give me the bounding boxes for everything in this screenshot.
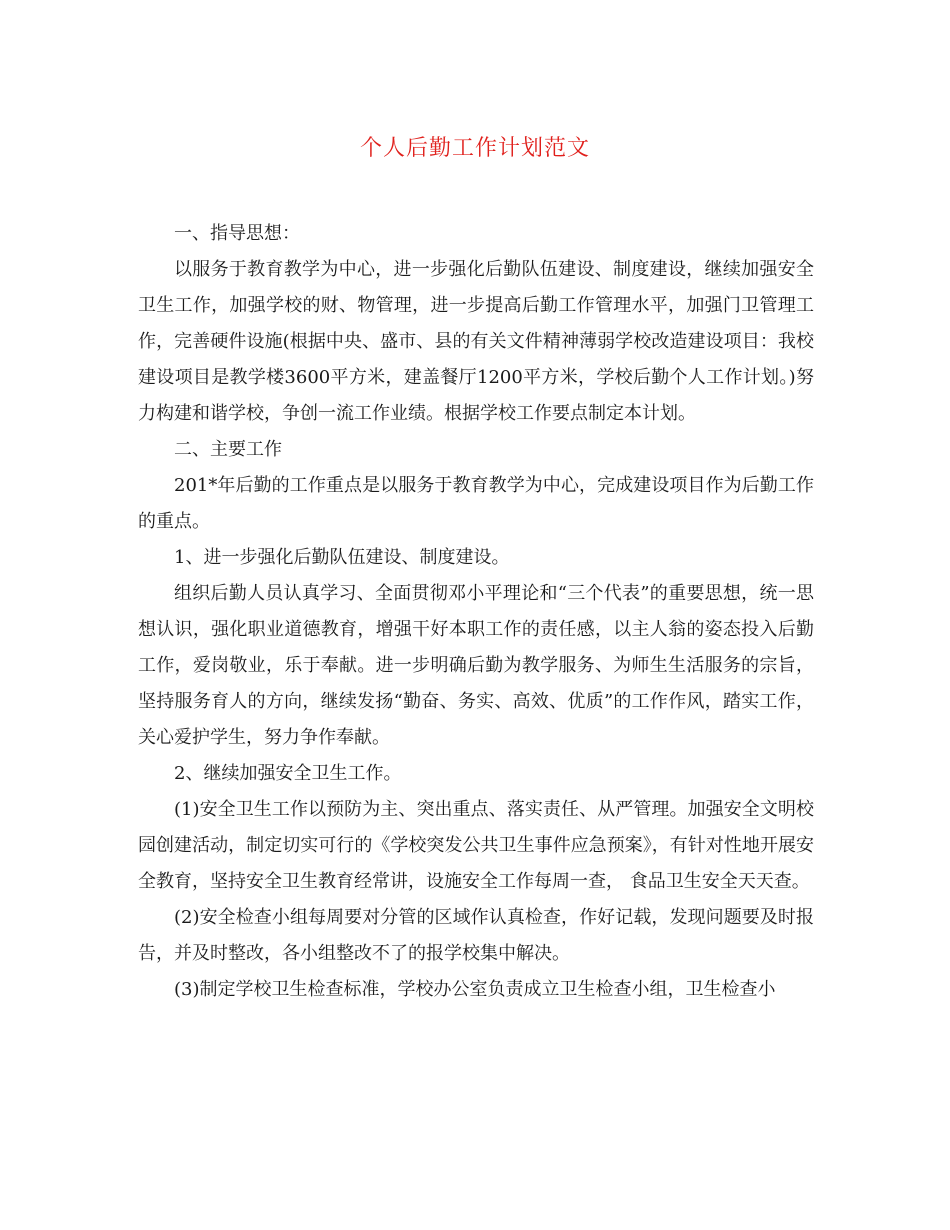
paragraph-subheading: 1、进一步强化后勤队伍建设、制度建设。 (174, 547, 510, 568)
paragraph: (3)制定学校卫生检查标准，学校办公室负责成立卫生检查小组，卫生检查小 (174, 979, 776, 1000)
paragraph: 组织后勤人员认真学习、全面贯彻邓小平理论和“三个代表”的重要思想，统一思想认识，强化职业道德教育，增强干好本职工作的责任感，以主人翁的姿态投入后勤工作，爱岗敬业，乐于奉献。进一步明确后勤为教学服务、为师生生活服务的宗旨，坚持服务育人的方向，继续发扬“勤奋、务实、高效、优质”的工作作风，踏实工作，关心爱护学生，努力争作奉献。 (138, 583, 814, 748)
document-title: 个人后勤工作计划范文 (359, 136, 590, 161)
paragraph: (1)安全卫生工作以预防为主、突出重点、落实责任、从严管理。加强安全文明校园创建活动，制定切实可行的《学校突发公共卫生事件应急预案》，有针对性地开展安全教育，坚持安全卫生教育经常讲，设施安全工作每周一查， 食品卫生安全天天查。 (138, 799, 814, 892)
paragraph-heading-main-work: 二、主要工作 (174, 439, 282, 460)
paragraph: 201*年后勤的工作重点是以服务于教育教学为中心，完成建设项目作为后勤工作的重点。 (138, 475, 814, 532)
paragraph: (2)安全检查小组每周要对分管的区域作认真检查，作好记载，发现问题要及时报告，并及时整改，各小组整改不了的报学校集中解决。 (138, 907, 814, 964)
document-body (138, 216, 814, 1008)
paragraph-heading-guiding-ideology: 一、指导思想： (174, 223, 300, 244)
paragraph-subheading: 2、继续加强安全卫生工作。 (174, 763, 402, 784)
paragraph: 以服务于教育教学为中心，进一步强化后勤队伍建设、制度建设，继续加强安全卫生工作，加强学校的财、物管理，进一步提高后勤工作管理水平，加强门卫管理工作，完善硬件设施(根据中央、盛市、县的有关文件精神薄弱学校改造建设项目：我校建设项目是教学楼3600平方米，建盖餐厅1200平方米，学校后勤个人工作计划。)努力构建和谐学校，争创一流工作业绩。根据学校工作要点制定本计划。 (138, 259, 814, 424)
